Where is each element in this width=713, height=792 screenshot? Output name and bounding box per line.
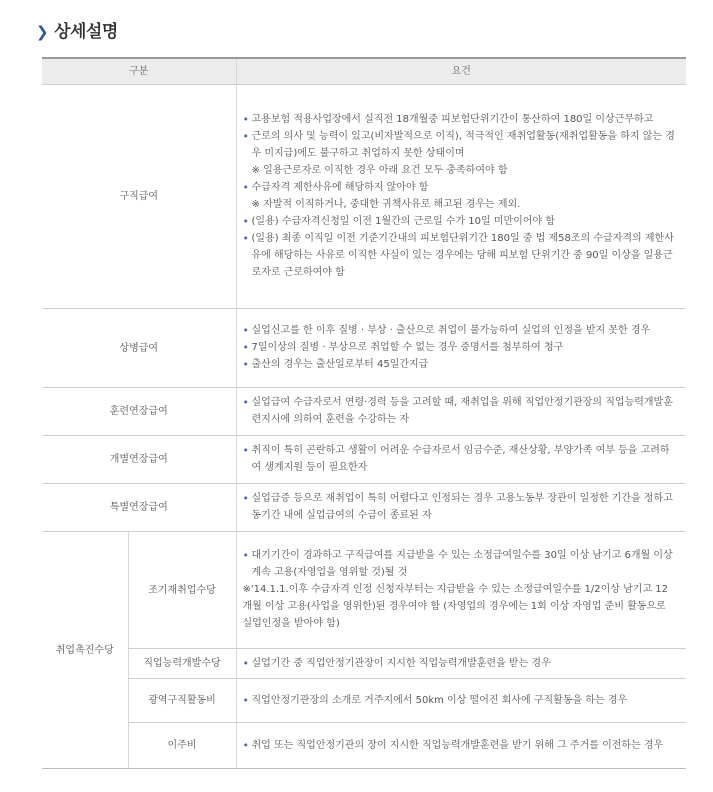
requirement-list bbox=[243, 692, 677, 709]
requirement-item: • 실업기간 중 직업안정기관장이 지시한 직업능력개발훈련을 받는 경우 bbox=[243, 655, 677, 672]
row-label: 구직급여 bbox=[42, 85, 236, 309]
requirement-cell bbox=[236, 649, 686, 679]
requirement-list bbox=[243, 547, 677, 632]
table-row bbox=[42, 649, 686, 679]
requirement-cell bbox=[236, 309, 686, 388]
subrow-label: 이주비 bbox=[128, 723, 236, 769]
table-header-row bbox=[42, 58, 686, 85]
table-row bbox=[42, 532, 686, 649]
requirement-cell bbox=[236, 723, 686, 769]
table-row bbox=[42, 85, 686, 309]
table-row bbox=[42, 309, 686, 388]
requirement-list bbox=[243, 490, 677, 524]
requirement-list bbox=[243, 442, 677, 476]
table-row bbox=[42, 436, 686, 484]
requirement-cell bbox=[236, 532, 686, 649]
requirement-item: • 고용보험 적용사업장에서 실직전 18개월중 피보험단위기간이 통산하여 180일 이상근무하고 bbox=[243, 111, 677, 128]
row-label: 훈련연장급여 bbox=[42, 388, 236, 436]
requirement-note: ※ 자발적 이직하거나, 중대한 귀책사유로 해고된 경우는 제외. bbox=[251, 199, 521, 210]
requirement-item: • 근로의 의사 및 능력이 있고(비자발적으로 이직), 적극적인 재취업활동(재취업활동을 하지 않는 경우 미지급)에도 불구하고 취업하지 못한 상태이며 bbox=[243, 128, 677, 162]
chevron-right-icon: ❯ bbox=[36, 23, 49, 41]
table-row bbox=[42, 484, 686, 532]
header-requirement: 요건 bbox=[236, 58, 686, 85]
requirement-cell bbox=[236, 679, 686, 723]
requirement-list bbox=[243, 737, 677, 754]
requirement-list bbox=[243, 111, 677, 281]
requirement-item: • 출산의 경우는 출산일로부터 45일간지급 bbox=[243, 356, 677, 373]
row-label: 특별연장급여 bbox=[42, 484, 236, 532]
requirement-cell bbox=[236, 484, 686, 532]
requirement-cell bbox=[236, 388, 686, 436]
requirement-item: • 직업안정기관장의 소개로 거주지에서 50km 이상 떨어진 회사에 구직활동을 하는 경우 bbox=[243, 692, 677, 709]
requirement-item: • 실업신고를 한 이후 질병 · 부상 · 출산으로 취업이 불가능하여 실업의 인정을 받지 못한 경우 bbox=[243, 322, 677, 339]
subrow-label: 광역구직활동비 bbox=[128, 679, 236, 723]
section-title bbox=[36, 17, 118, 42]
requirement-cell bbox=[236, 85, 686, 309]
requirement-item: • 대기기간이 경과하고 구직급여를 지급받을 수 있는 소정급여일수를 30일 이상 남기고 6개월 이상 계속 고용(자영업을 영위할 것)될 것 bbox=[243, 547, 677, 581]
requirement-item: • 취업 또는 직업안정기관의 장이 지시한 직업능력개발훈련을 받기 위해 그 주거를 이전하는 경우 bbox=[243, 737, 677, 754]
row-label: 개별연장급여 bbox=[42, 436, 236, 484]
requirement-item: • 취직이 특히 곤란하고 생활이 어려운 수급자로서 임금수준, 재산상황, 부양가족 여부 등을 고려하여 생계지원 등이 필요한자 bbox=[243, 442, 677, 476]
requirement-item: • (일용) 최종 이직일 이전 기준기간내의 피보험단위기간 180일 중 법 제58조의 수급자격의 제한사유에 해당하는 사유로 이직한 사실이 있는 경우에는 당해 피보험 단위기간 중 90일 이상을 일용근로자로 근로하여야 함 bbox=[243, 230, 677, 281]
requirement-item: • 실업급여 수급자로서 연령·경력 등을 고려할 때, 재취업을 위해 직업안정기관장의 직업능력개발훈련지시에 의하여 훈련을 수강하는 자 bbox=[243, 394, 677, 428]
section-title-text: 상세설명 bbox=[54, 22, 118, 42]
requirement-item: • 실업급증 등으로 재취업이 특히 어렵다고 인정되는 경우 고용노동부 장관이 일정한 기간을 정하고 동기간 내에 실업급여의 수급이 종료된 자 bbox=[243, 490, 677, 524]
requirement-note: ※ 일용근로자로 이직한 경우 아래 요건 모두 충족하여야 함 bbox=[251, 165, 508, 176]
table-row bbox=[42, 388, 686, 436]
table-row bbox=[42, 679, 686, 723]
requirement-list bbox=[243, 655, 677, 672]
header-category: 구분 bbox=[42, 58, 236, 85]
group-label: 취업촉진수당 bbox=[42, 532, 128, 769]
requirements-table bbox=[42, 57, 686, 769]
requirement-item: • 수급자격 제한사유에 해당하지 않아야 함 bbox=[243, 179, 677, 196]
requirement-cell bbox=[236, 436, 686, 484]
subrow-label: 조기재취업수당 bbox=[128, 532, 236, 649]
requirement-list bbox=[243, 394, 677, 428]
requirement-list bbox=[243, 322, 677, 373]
table-row bbox=[42, 723, 686, 769]
requirement-item: • (일용) 수급자격신청일 이전 1월간의 근로일 수가 10일 미만이어야 함 bbox=[243, 213, 677, 230]
requirement-item: • 7일이상의 질병 · 부상으로 취업할 수 없는 경우 증명서를 첨부하여 청구 bbox=[243, 339, 677, 356]
subrow-label: 직업능력개발수당 bbox=[128, 649, 236, 679]
requirement-note: ※'14.1.1.이후 수급자격 인정 신청자부터는 지급받을 수 있는 소정급여일수를 1/2이상 남기고 12개월 이상 고용(사업을 영위한)된 경우여야 함 (자영업의 경우에는 1회 이상 자영업 준비 활동으로 실업인정을 받아야 함) bbox=[242, 584, 669, 629]
row-label: 상병급여 bbox=[42, 309, 236, 388]
